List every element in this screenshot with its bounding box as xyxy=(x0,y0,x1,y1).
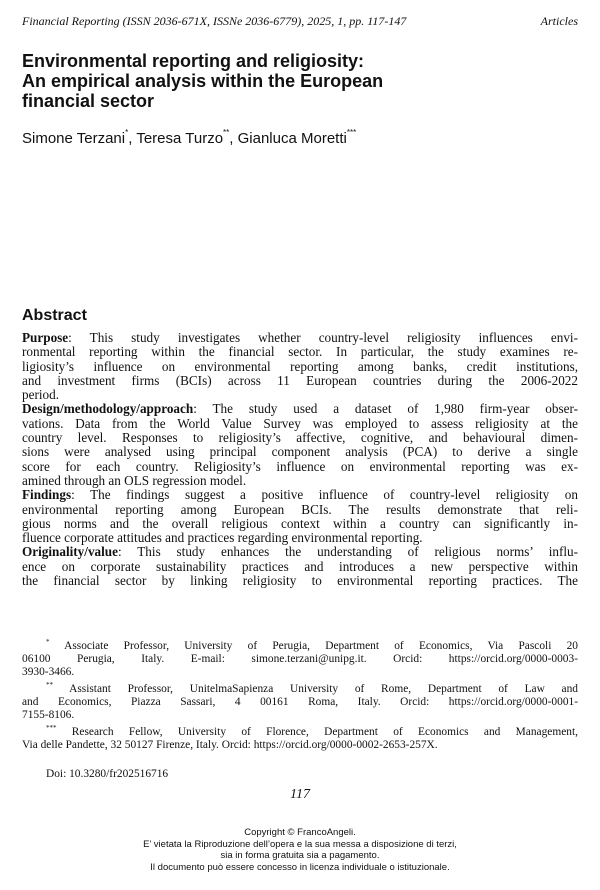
abstract-line xyxy=(22,388,578,402)
footnote-text: 3930-3466. xyxy=(22,666,75,678)
abstract-line xyxy=(22,460,578,474)
footnote-line xyxy=(22,679,578,696)
author-footnote-mark: ** xyxy=(223,128,230,137)
abstract-section-label: Design/methodology/approach xyxy=(22,401,194,417)
abstract-line xyxy=(22,574,578,588)
abstract-line-text: amined through an OLS regression model. xyxy=(22,472,247,488)
copyright-line: sia in forma gratuita sia a pagamento. xyxy=(220,850,380,861)
abstract-line xyxy=(22,431,578,445)
copyright-line: E’ vietata la Riproduzione dell’opera e la sua messa a disposizione di terzi, xyxy=(143,838,457,850)
abstract-line-text: sions were analysed using principal component analysis (PCA) to derive a single xyxy=(22,444,578,460)
footnote-mark: * xyxy=(46,638,50,646)
abstract-line-text: score for each country. Religiosity’s influence on environmental reporting was ex- xyxy=(22,458,578,474)
author-separator: , xyxy=(128,130,137,147)
title-line: financial sector xyxy=(22,91,155,111)
abstract-line xyxy=(22,531,578,545)
footnote-line xyxy=(22,666,578,679)
copyright-notice xyxy=(0,827,600,873)
abstract-line-text: : This study investigates whether country-level religiosity influences envi- xyxy=(68,330,578,345)
author-footnote-mark: * xyxy=(125,128,129,137)
footnote-text: Assistant Professor, UnitelmaSapienza University of Rome, Department of Law and xyxy=(53,683,578,695)
footnote-text: 06100 Perugia, Italy. E-mail: simone.terzani@unipg.it. Orcid: https://orcid.org/0000-0003- xyxy=(22,653,578,665)
abstract-line-text: the financial sector by linking religiosity to environmental reporting practices. The xyxy=(22,573,578,589)
section-label: Articles xyxy=(540,14,578,28)
abstract-line xyxy=(22,374,578,388)
abstract-line-text: fluence corporate attitudes and practices regarding environmental reporting. xyxy=(22,530,423,546)
abstract-line xyxy=(22,402,578,416)
abstract-line-text: ence on corporate sustainability practices and introduces a new perspective within xyxy=(22,558,578,574)
author-footnotes xyxy=(22,636,578,752)
footnote-text: Associate Professor, University of Perugia, Department of Economics, Via Pascoli 20 xyxy=(49,640,578,652)
abstract-heading: Abstract xyxy=(22,307,87,324)
abstract-line xyxy=(22,331,578,345)
footnote-text: Research Fellow, University of Florence, Department of Economics and Management, xyxy=(56,726,578,738)
copyright-line: Copyright © FrancoAngeli. xyxy=(244,827,356,838)
footnote-line xyxy=(22,696,578,709)
abstract-line-text: period. xyxy=(22,387,59,403)
abstract-line xyxy=(22,560,578,574)
abstract-section-label: Findings xyxy=(22,487,72,503)
author-name: Simone Terzani xyxy=(22,130,126,147)
abstract-line xyxy=(22,488,578,502)
copyright-line: Il documento può essere concesso in licenza individuale o istituzionale. xyxy=(150,861,450,873)
abstract-line xyxy=(22,474,578,488)
abstract-line-text: gious norms and the overall religious context within a country can significantly in- xyxy=(22,515,578,531)
author-list xyxy=(22,123,582,149)
abstract-line xyxy=(22,503,578,517)
doi: Doi: 10.3280/fr202516716 xyxy=(46,768,169,780)
footnote-line xyxy=(22,709,578,722)
footnote-mark: *** xyxy=(46,724,57,732)
abstract-line xyxy=(22,360,578,374)
abstract-line-text: ligiosity’s influence on environmental reporting among banks, credit institutions, xyxy=(22,358,578,374)
footnote-text: Via delle Pandette, 32 50127 Firenze, Italy. Orcid: https://orcid.org/0000-0002-2653-257X. xyxy=(22,739,438,751)
abstract-line xyxy=(22,417,578,431)
abstract-section-label: Originality/value xyxy=(22,544,118,560)
abstract-line-text: vations. Data from the World Value Survey was employed to assess religiosity at the xyxy=(22,415,578,431)
abstract-line xyxy=(22,445,578,459)
abstract-line xyxy=(22,345,578,359)
footnote-text: 7155-8106. xyxy=(22,709,75,721)
running-head xyxy=(22,14,578,30)
footnote-mark: ** xyxy=(46,681,53,689)
title-line: Environmental reporting and religiosity: xyxy=(22,51,365,71)
abstract-line-text: : The study used a dataset of 1,980 firm-year obser- xyxy=(193,401,578,417)
abstract-line xyxy=(22,545,578,559)
footnote-line xyxy=(22,739,578,752)
abstract-line-text: country level. Responses to religiosity’s affective, cognitive, and behavioural dimen- xyxy=(22,430,578,446)
abstract-line-text: ronmental reporting within the financial sector. In particular, the study examines re- xyxy=(22,344,578,360)
abstract-line-text: : This study enhances the understanding of religious norms’ influ- xyxy=(117,544,578,560)
abstract-line-text: : The findings suggest a positive influence of country-level religiosity on xyxy=(71,487,578,503)
author-separator: , xyxy=(229,130,238,147)
author-name: Teresa Turzo xyxy=(136,130,224,147)
abstract-line-text: environmental reporting among European BCIs. The results demonstrate that reli- xyxy=(22,501,578,517)
abstract-section-label: Purpose xyxy=(22,330,69,345)
abstract-line-text: and investment firms (BCIs) across 11 European countries during the 2006-2022 xyxy=(22,372,578,388)
page-number: 117 xyxy=(290,787,310,802)
author-footnote-mark: *** xyxy=(346,128,357,137)
author-name: Gianluca Moretti xyxy=(237,130,347,147)
title-line: An empirical analysis within the European xyxy=(22,71,384,91)
footnote-text: and Economics, Piazza Sassari, 4 00161 Roma, Italy. Orcid: https://orcid.org/0000-0001- xyxy=(22,696,578,708)
article-title xyxy=(22,51,582,111)
journal-citation: Financial Reporting (ISSN 2036-671X, ISSNe 2036-6779), 2025, 1, pp. 117-147 xyxy=(22,14,407,28)
abstract-line xyxy=(22,517,578,531)
abstract-body xyxy=(22,331,578,588)
footnote-line xyxy=(22,636,578,653)
footnote-line xyxy=(22,653,578,666)
footnote-line xyxy=(22,722,578,739)
